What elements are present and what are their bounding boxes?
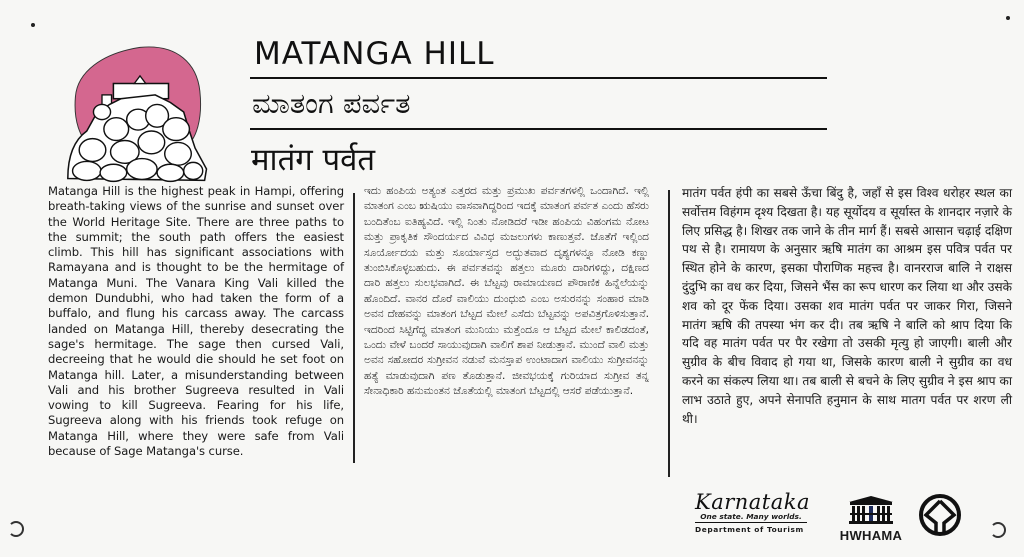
hill-with-temple-illustration (62, 36, 218, 188)
title-hindi: मातंग पर्वत (251, 142, 376, 178)
screw-icon (8, 521, 24, 537)
karnataka-tourism-logo (695, 490, 810, 534)
screw-icon (990, 522, 1006, 538)
mounting-hole-icon (31, 23, 35, 27)
karnataka-wordmark: Karnataka (695, 490, 810, 514)
title-divider (250, 77, 827, 79)
hwhama-label: HWHAMA (839, 528, 903, 543)
sponsor-logos (690, 490, 1010, 545)
hwhama-logo (838, 494, 904, 543)
mounting-hole-icon (1006, 16, 1010, 20)
department-label: Department of Tourism (695, 525, 804, 534)
column-divider (353, 193, 355, 463)
column-divider (668, 190, 670, 477)
world-heritage-emblem-icon (918, 493, 962, 537)
title-kannada: ಮಾತಂಗ ಪರ್ವತ (252, 86, 411, 120)
building-colonnade-icon (847, 494, 895, 524)
title-english: MATANGA HILL (254, 36, 495, 72)
title-divider (250, 128, 827, 130)
description-hindi: मातंग पर्वत हंपी का सबसे ऊँचा बिंदु है, जहाँ से इस विश्व धरोहर स्थल का सर्वोत्तम विहंगम दृश्य दिखता है। यह सूर्योदय व सूर्यास्त के शानदार नज़ारे के लिए प्रसिद्ध है। शिखर तक जाने के तीन मार्ग हैं। सबसे आसान चढ़ाई दक्षिण पथ से है। रामायण के अनुसार ऋषि मातंग का आश्रम इस पवित्र पर्वत पर स्थित होने के कारण, इसका पौराणिक महत्त्व है। वानरराज बालि ने राक्षस दुंदुभि का वध कर दिया, जिसने भैंस का रूप धारण कर लिया था और उसके शव को दूर फेंक दिया। उसका शव मातंग पर्वत पर जाकर गिरा, जिसने मातंग ऋषि की तपस्या भंग कर दी। तब ऋषि ने बालि को श्राप दिया कि यदि वह मातंग पर्वत पर पैर रखेगा तो उसकी मृत्यु हो जाएगी। बाली और सुग्रीव के बीच विवाद हो गया था, जिसके कारण बाली ने सुग्रीव का वध करने का संकल्प लिया था। तब बाली से बचने के लिए सुग्रीव ने इस श्राप का लाभ उठाते हुए, अपने सेनापति हनुमान के साथ मातग पर्वत पर शरण ली थी। (682, 186, 1012, 426)
description-english: Matanga Hill is the highest peak in Hampi, offering breath-taking views of the sunrise and sunset over the World Heritage Site. There are three paths to the summit; the south path offers the easiest climb. This hill has significant associations with Ramayana and is thought to be the hermitage of Matanga Muni. The Vanara King Vali killed the demon Dundubhi, who had taken the form of a buffalo, and flung his carcass away. The carcass landed on Matanga Hill, thereby desecrating the sage's hermitage. The sage then cursed Vali, decreeing that he would die should he set foot on Matanga hill. Later, a misunderstanding between Vali and his brother Sugreeva resulted in Vali vowing to kill Sugreeva. Fearing for his life, Sugreeva along with his friends took refuge on Matanga Hill, where they were safe from Vali because of Sage Matanga's curse. (48, 184, 344, 459)
description-kannada: ಇದು ಹಂಪಿಯ ಅತ್ಯಂತ ಎತ್ತರದ ಮತ್ತು ಪ್ರಮುಖ ಪರ್ವತಗಳಲ್ಲಿ ಒಂದಾಗಿದೆ. ಇಲ್ಲಿ ಮಾತಂಗ ಎಂಬ ಋಷಿಯು ವಾಸವಾಗಿದ್ದರಿಂದ ಇದಕ್ಕೆ ಮಾತಂಗ ಪರ್ವತ ಎಂದು ಹೆಸರು ಬಂದಿತೆಂಬ ಐತಿಹ್ಯವಿದೆ. ಇಲ್ಲಿ ನಿಂತು ನೋಡಿದರೆ ಇಡೀ ಹಂಪಿಯ ವಿಹಂಗಮ ನೋಟ ಮತ್ತು ಪ್ರಾಕೃತಿಕ ಸೌಂದರ್ಯದ ವಿವಿಧ ಮಜಲುಗಳು ಕಾಣುತ್ತವೆ. ಜೊತೆಗೆ ಇಲ್ಲಿಂದ ಸೂರ್ಯೋದಯ ಮತ್ತು ಸೂರ್ಯಾಸ್ತದ ಅದ್ಭುತವಾದ ದೃಶ್ಯಗಳನ್ನೂ ನೋಡಿ ಕಣ್ಣು ತುಂಬಿಸಿಕೊಳ್ಳಬಹುದು. ಈ ಪರ್ವತವನ್ನು ಹತ್ತಲು ಮೂರು ದಾರಿಗಳಿದ್ದು, ದಕ್ಷಿಣದ ದಾರಿ ಹತ್ತಲು ಸುಲಭವಾಗಿದೆ. ಈ ಬೆಟ್ಟವು ರಾಮಾಯಣದ ಪೌರಾಣಿಕ ಹಿನ್ನೆಲೆಯನ್ನು ಹೊಂದಿದೆ. ವಾನರ ದೊರೆ ವಾಲಿಯು ದುಂಧುಬಿ ಎಂಬ ಅಸುರನನ್ನು ಸಂಹಾರ ಮಾಡಿ ಅವನ ದೇಹವನ್ನು ಮಾತಂಗ ಬೆಟ್ಟದ ಮೇಲೆ ಎಸೆದು ಬೆಟ್ಟವನ್ನು ಅಪವಿತ್ರಗೊಳಿಸುತ್ತಾನೆ. ಇದರಿಂದ ಸಿಟ್ಟಿಗೆದ್ದ ಮಾತಂಗ ಮುನಿಯು ಮತ್ತೆಂದೂ ಆ ಬೆಟ್ಟದ ಮೇಲೆ ಕಾಲಿಡದಂತೆ, ಒಂದು ವೇಳೆ ಬಂದರೆ ಸಾಯುವುದಾಗಿ ವಾಲಿಗೆ ಶಾಪ ನೀಡುತ್ತಾನೆ. ಮುಂದೆ ವಾಲಿ ಮತ್ತು ಅವನ ಸಹೋದರ ಸುಗ್ರೀವನ ನಡುವೆ ಮನಸ್ತಾಪ ಉಂಟಾದಾಗ ವಾಲಿಯು ಸುಗ್ರೀವನನ್ನು ಹತ್ಯೆ ಮಾಡುವುದಾಗಿ ಪಣ ತೊಡುತ್ತಾನೆ. ಜೀವಭಯಕ್ಕೆ ಗುರಿಯಾದ ಸುಗ್ರೀವ ತನ್ನ ಸೇನಾಧಿಕಾರಿ ಹನುಮಂತನ ಜೊತೆಯಲ್ಲಿ ಮಾತಂಗ ಬೆಟ್ಟದಲ್ಲಿ ಆಸರೆ ಪಡೆಯುತ್ತಾನೆ. (364, 185, 649, 398)
karnataka-tagline: One state. Many worlds. (695, 512, 807, 523)
